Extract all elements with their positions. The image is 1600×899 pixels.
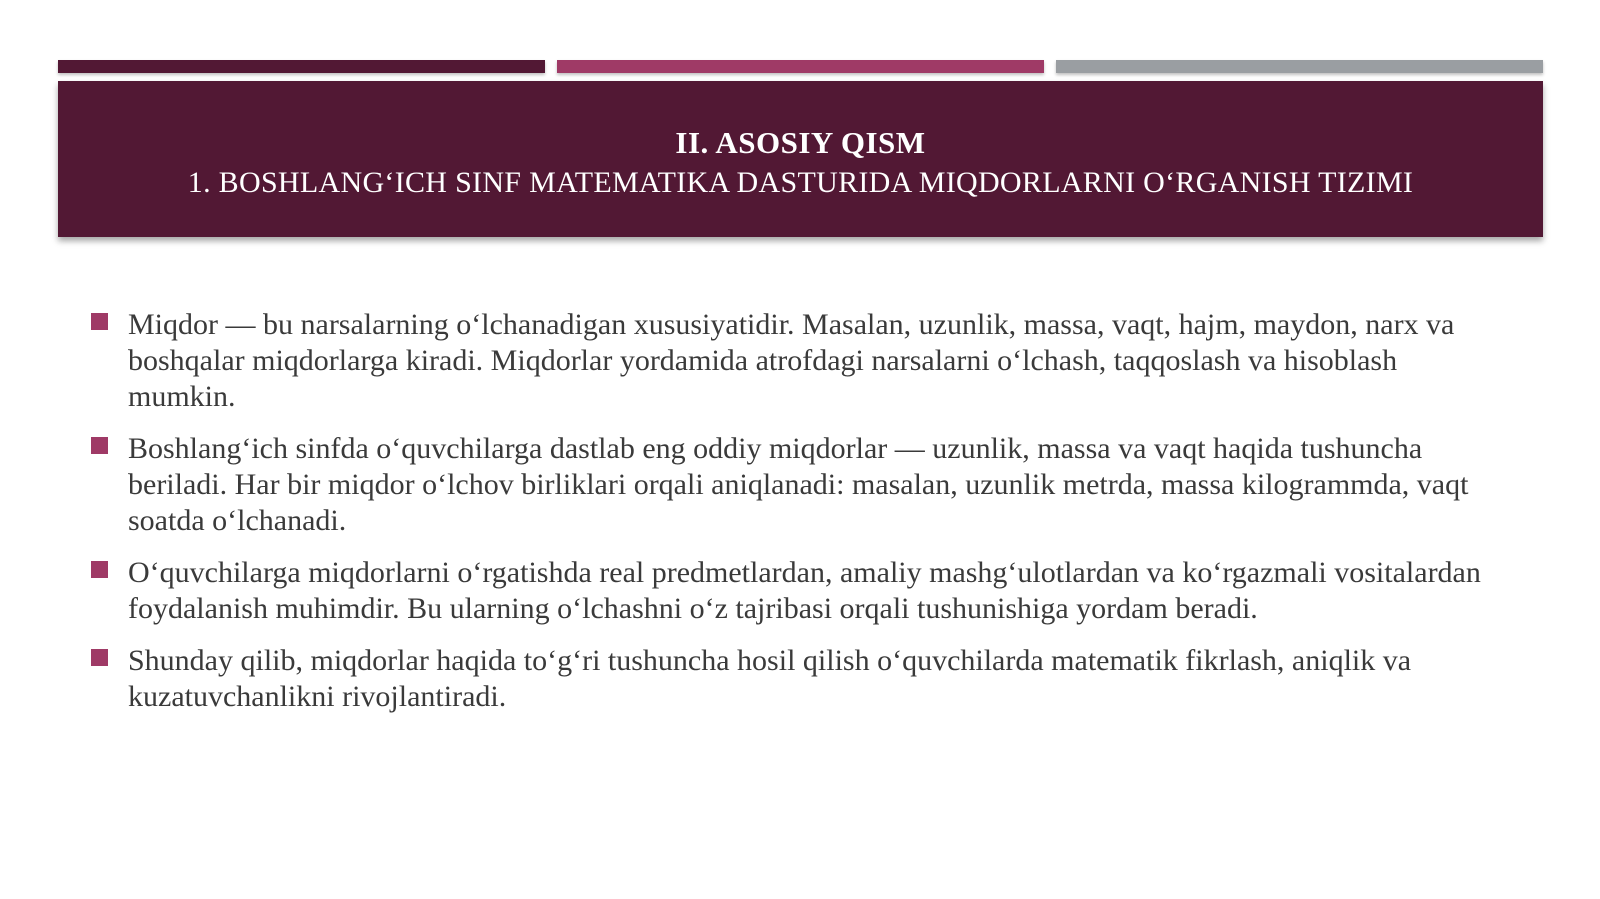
- bullet-item: [90, 431, 1510, 539]
- slide-subtitle: 1. BOSHLANG‘ICH SINF MATEMATIKA DASTURIDA MIQDORLARNI O‘RGANISH TIZIMI: [187, 166, 1414, 199]
- bullet-list: [90, 307, 1510, 731]
- square-bullet-icon: [91, 437, 108, 454]
- bullet-text: O‘quvchilarga miqdorlarni o‘rgatishda real predmetlardan, amaliy mashg‘ulotlardan va ko‘rgazmali vositalardan foydalanish muhimdir. Bu ularning o‘lchashni o‘z tajribasi orqali tushunishiga yordam beradi.: [128, 556, 1481, 625]
- bullet-text: Miqdor — bu narsalarning o‘lchanadigan xususiyatidir. Masalan, uzunlik, massa, vaqt, hajm, maydon, narx va boshqalar miqdorlarga kiradi. Miqdorlar yordamida atrofdagi narsalarni o‘lchash, taqqoslash va hisoblash mumkin.: [128, 308, 1455, 413]
- accent-bar-dark: [58, 60, 545, 73]
- square-bullet-icon: [91, 313, 108, 330]
- accent-bar-magenta: [557, 60, 1044, 73]
- bullet-text: Boshlang‘ich sinfda o‘quvchilarga dastlab eng oddiy miqdorlar — uzunlik, massa va vaqt haqida tushuncha beriladi. Har bir miqdor o‘lchov birliklari orqali aniqlanadi: masalan, uzunlik metrda, massa kilogrammda, vaqt soatda o‘lchanadi.: [128, 432, 1469, 537]
- title-band: [58, 81, 1543, 237]
- slide-title: II. ASOSIY QISM: [675, 125, 926, 160]
- bullet-item: [90, 643, 1510, 715]
- bullet-item: [90, 555, 1510, 627]
- square-bullet-icon: [91, 561, 108, 578]
- bullet-text: Shunday qilib, miqdorlar haqida to‘g‘ri tushuncha hosil qilish o‘quvchilarda matematik fikrlash, aniqlik va kuzatuvchanlikni rivojlantiradi.: [128, 644, 1412, 713]
- square-bullet-icon: [91, 649, 108, 666]
- bullet-item: [90, 307, 1510, 415]
- accent-bar-gray: [1056, 60, 1543, 73]
